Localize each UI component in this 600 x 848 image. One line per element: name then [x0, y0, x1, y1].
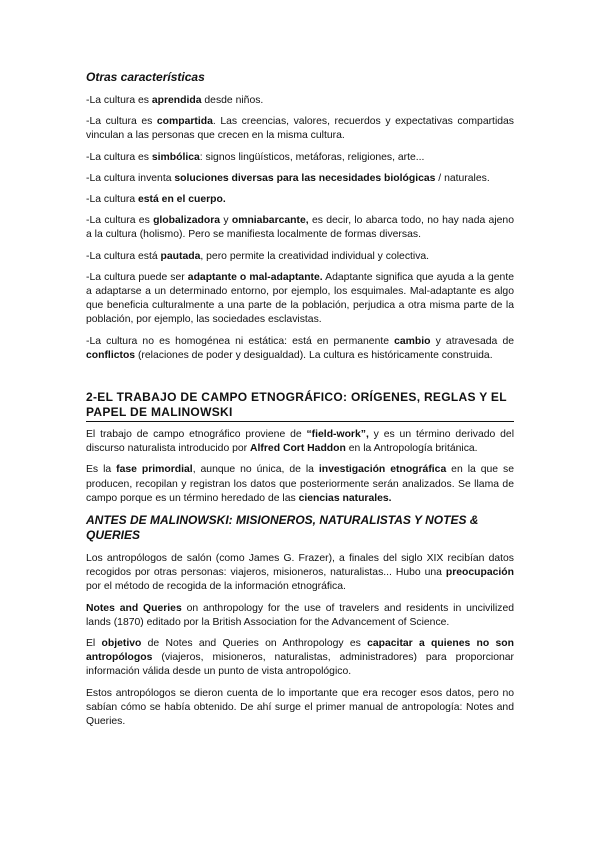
text-run: -La cultura está	[86, 250, 161, 262]
body-paragraph	[86, 602, 514, 630]
text-run: y es un término derivado del discurso naturalista introducido por	[86, 429, 514, 455]
body-paragraph	[86, 428, 514, 456]
text-run: -La cultura es	[86, 95, 152, 106]
body-paragraph	[86, 463, 514, 506]
text-run: de Notes and Queries on Anthropology es	[141, 638, 368, 650]
text-run: / naturales.	[435, 172, 490, 184]
bold-text: simbólica	[151, 151, 200, 163]
bold-text: fase primordial	[116, 464, 193, 476]
bold-text: soluciones diversas para las necesidades biológicas	[174, 172, 436, 184]
text-run: en la Antropología británica.	[345, 443, 478, 455]
text-run: -La cultura es	[86, 151, 152, 163]
text-run: : signos lingüísticos, metáforas, religiones, arte...	[199, 151, 425, 163]
bold-text: Notes and Queries	[86, 602, 182, 614]
bold-text: Alfred Cort Haddon	[250, 443, 346, 455]
text-run: . Las creencias, valores, recuerdos y expectativas compartidas vinculan a las personas que crecen en la misma cultura.	[86, 116, 515, 142]
text-run: -La cultura no es homogénea ni estática: está en permanente	[86, 335, 395, 347]
text-run: y atravesada de	[430, 335, 514, 347]
text-run: por el método de recogida de la información etnográfica.	[86, 581, 346, 593]
text-run: El	[86, 638, 102, 650]
bold-text: omniabarcante,	[231, 215, 309, 227]
characteristic-item	[86, 151, 514, 165]
bold-text: objetivo	[101, 638, 142, 650]
text-run: (viajeros, misioneros, naturalistas, administradores) para proporcionar información válida desde un punto de vista antropológico.	[86, 652, 514, 678]
bold-text: pautada	[160, 250, 201, 262]
body-paragraph	[86, 552, 514, 595]
bold-text: capacitar a quienes no son antropólogos	[86, 638, 514, 664]
text-run: Estos antropólogos se dieron cuenta de lo importante que era recoger esos datos, pero no sabían cómo se había obtenido. De ahí surge el primer manual de antropología: Notes and Queries.	[86, 687, 514, 728]
text-run: El trabajo de campo etnográfico proviene de	[86, 429, 307, 441]
bold-text: aprendida	[151, 95, 202, 106]
characteristic-item	[86, 271, 514, 328]
text-run: -La cultura puede ser	[86, 271, 188, 283]
text-run: -La cultura es	[86, 215, 154, 227]
text-run: , aunque no única, de la	[192, 464, 319, 476]
characteristic-item	[86, 214, 514, 242]
bold-text: investigación etnográfica	[318, 464, 447, 476]
text-run: -La cultura inventa	[86, 172, 175, 184]
bold-text: ciencias naturales.	[298, 492, 392, 504]
section-title-otras: Otras características	[86, 70, 205, 84]
text-run: -La cultura	[86, 194, 138, 206]
bold-text: conflictos	[86, 349, 136, 361]
text-run: on anthropology for the use of travelers and residents in uncivilized lands (1870) editado por la British Association for the Advancement of Science.	[86, 602, 515, 628]
text-run: Adaptante significa que ayuda a la gente a adaptarse a un determinado entorno, por ejemplo, los esquimales. Mal-adaptante es algo que beneficia culturalmente a una parte de la población, perjudica a otra misma parte de la población, por ejemplo, las sociedades esclavistas.	[86, 271, 514, 326]
text-run: (relaciones de poder y desigualdad). La cultura es históricamente construida.	[135, 349, 493, 361]
text-run: , pero permite la creatividad individual y colectiva.	[200, 250, 430, 262]
heading-trabajo-campo: 2-EL TRABAJO DE CAMPO ETNOGRÁFICO: ORÍGENES, REGLAS Y EL PAPEL DE MALINOWSKI	[86, 390, 514, 422]
body-paragraph	[86, 687, 514, 730]
body-paragraph	[86, 637, 514, 680]
characteristic-item	[86, 115, 514, 143]
characteristics-list	[86, 94, 514, 363]
bold-text: adaptante o mal-adaptante.	[187, 271, 323, 283]
bold-text: preocupación	[445, 567, 514, 579]
characteristic-item	[86, 250, 514, 264]
bold-text: está en el cuerpo.	[137, 194, 226, 206]
spacer	[86, 370, 514, 390]
text-run: -La cultura es	[86, 116, 157, 128]
text-run: y	[220, 215, 232, 227]
characteristic-item	[86, 94, 514, 108]
text-run: es decir, lo abarca todo, no hay nada ajeno a la cultura (holismo). Pero se manifiesta localmente de formas diversas.	[86, 215, 514, 241]
characteristic-item	[86, 172, 514, 186]
characteristic-item	[86, 335, 514, 363]
bold-text: compartida	[156, 116, 213, 128]
heading-antes-malinowski: ANTES DE MALINOWSKI: MISIONEROS, NATURALISTAS Y NOTES & QUERIES	[86, 513, 479, 543]
bold-text: “field-work”,	[306, 429, 369, 441]
text-run: Los antropólogos de salón (como James G. Frazer), a finales del siglo XIX recibían datos recogidos por otras personas: viajeros, misioneros, naturalistas... Hubo una	[86, 553, 514, 579]
bold-text: globalizadora	[153, 215, 221, 227]
characteristic-item	[86, 193, 514, 207]
text-run: Es la	[86, 464, 117, 476]
text-run: en la que se producen, recopilan y registran los datos que posteriormente serán analizados. Se llama de campo porque es un término heredado de las	[86, 464, 514, 504]
text-run: desde niños.	[201, 95, 264, 106]
bold-text: cambio	[394, 335, 431, 347]
